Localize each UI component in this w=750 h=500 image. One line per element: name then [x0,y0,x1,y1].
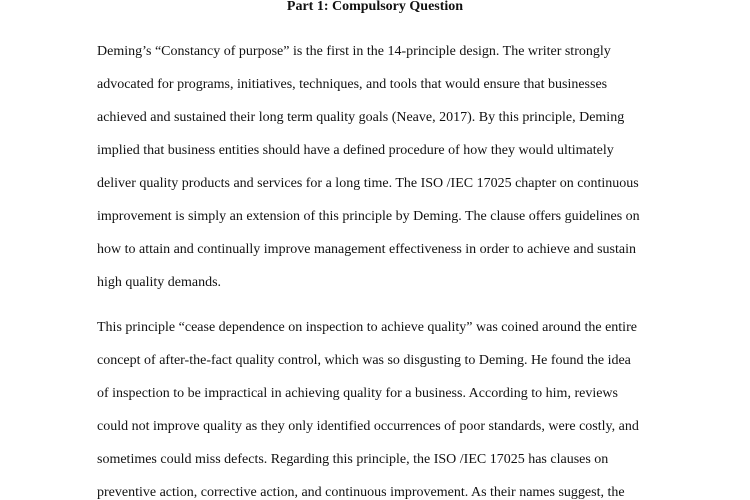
paragraph-cease-inspection [97,318,697,500]
paragraph-line: improvement is simply an extension of this principle by Deming. The clause offers guidelines on [97,209,640,224]
section-heading: Part 1: Compulsory Question [286,0,464,14]
paragraph-line: achieved and sustained their long term quality goals (Neave, 2017). By this principle, Deming [97,110,625,125]
paragraph-line: concept of after-the-fact quality control, which was so disgusting to Deming. He found the idea [97,353,631,368]
paragraph-constancy-of-purpose [97,42,697,306]
paragraph-line: how to attain and continually improve management effectiveness in order to achieve and sustain [97,242,636,257]
paragraph-line: high quality demands. [97,275,222,290]
paragraph-line: of inspection to be impractical in achieving quality for a business. According to him, reviews [97,386,618,401]
paragraph-line: sometimes could miss defects. Regarding this principle, the ISO /IEC 17025 has clauses on [97,452,609,467]
paragraph-line: deliver quality products and services for a long time. The ISO /IEC 17025 chapter on continuous [97,176,639,191]
paragraph-line: Deming’s “Constancy of purpose” is the first in the 14-principle design. The writer strongly [97,44,611,59]
paragraph-line: implied that business entities should have a defined procedure of how they would ultimately [97,143,614,158]
paragraph-line: This principle “cease dependence on inspection to achieve quality” was coined around the entire [97,320,637,335]
paragraph-line: advocated for programs, initiatives, techniques, and tools that would ensure that businesses [97,77,608,92]
paragraph-line: preventive action, corrective action, and continuous improvement. As their names suggest, the [97,485,625,500]
paragraph-line: could not improve quality as they only identified occurrences of poor standards, were costly, and [97,419,639,434]
